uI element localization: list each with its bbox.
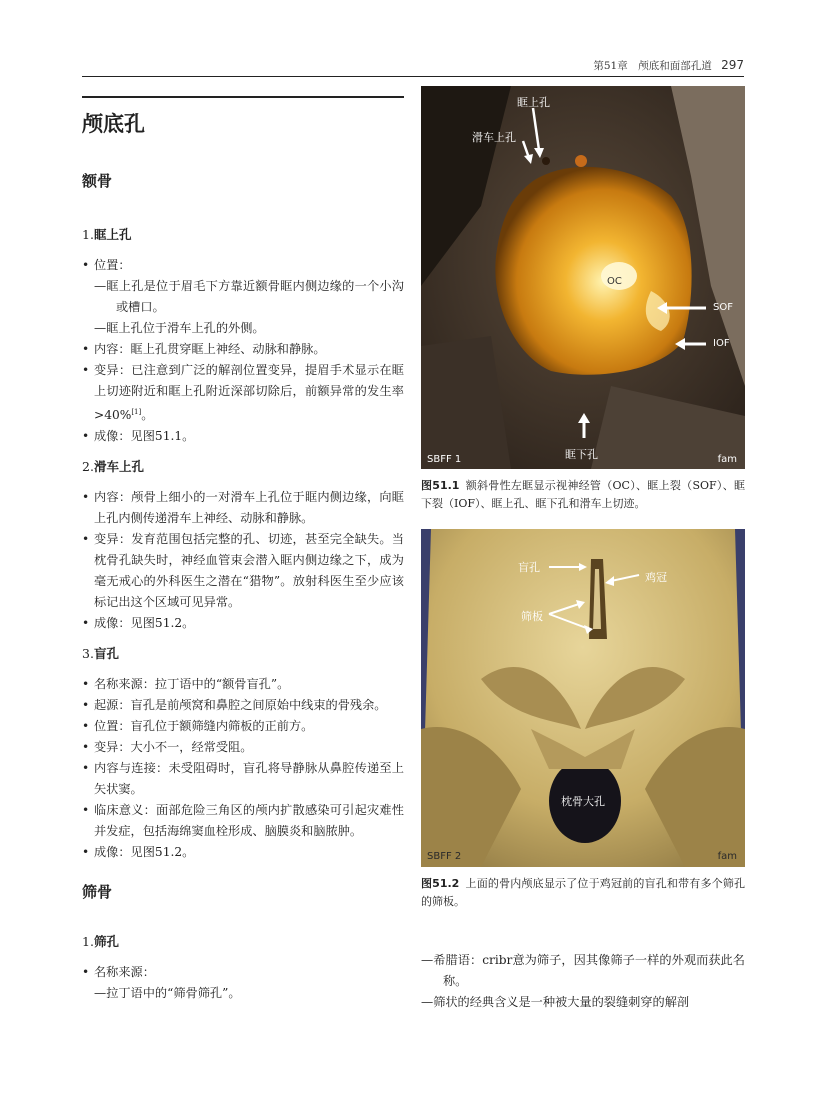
item-title: 盲孔 (93, 646, 119, 662)
list-item (82, 360, 404, 426)
bullet-text: 位置： (94, 258, 131, 272)
list-foramen-cecum (82, 674, 404, 863)
item-number: 1. (82, 934, 94, 950)
list-item: • 起源：盲孔是前颅窝和鼻腔之间原始中线束的骨残余。 (82, 695, 404, 716)
item-heading-supratrochlear (82, 457, 404, 475)
caption-text: 上面的骨内颅底显示了位于鸡冠前的盲孔和带有多个筛孔的筛板。 (421, 877, 745, 908)
list-item: • 名称来源：拉丁语中的“额骨盲孔”。 (82, 674, 404, 695)
subsection-frontal-bone: 额骨 (82, 172, 113, 190)
label-foramen-cecum: 盲孔 (518, 561, 540, 574)
chapter-title: 第51章 颅底和面部孔道 (593, 60, 712, 72)
right-column-text (421, 950, 745, 1013)
caption-text: 额斜骨性左眶显示视神经管（OC）、眶上裂（SOF）、眶下裂（IOF）、眶上孔、眶下孔和滑车上切迹。 (421, 479, 746, 510)
orbit-photo (421, 86, 745, 469)
skull-base-photo (421, 529, 745, 867)
dash-item: —拉丁语中的“筛骨筛孔”。 (94, 986, 241, 1001)
item-number: 1. (82, 227, 94, 242)
bullet-text: 名称来源： (94, 965, 155, 980)
item-heading-foramen-cecum (82, 644, 404, 662)
dash-item: —眶上孔是位于眉毛下方靠近额骨眶内侧边缘的一个小沟或槽口。 (94, 279, 404, 314)
reference-marker: [1] (131, 408, 142, 416)
list-item: • 变异：大小不一，经常受阻。 (82, 737, 404, 758)
item-title: 眶上孔 (93, 227, 132, 242)
list-item: • 成像：见图51.1。 (82, 426, 404, 447)
figure-51-2 (421, 529, 745, 867)
list-item: • 成像：见图51.2。 (82, 613, 404, 634)
label-sof: SOF (713, 302, 733, 313)
item-title: 滑车上孔 (93, 459, 144, 475)
dash-item: —筛状的经典含义是一种被大量的裂缝刺穿的解剖 (421, 995, 690, 1009)
section-title: 颅底孔 (82, 112, 145, 136)
label-supratrochlear-foramen: 滑车上孔 (472, 131, 516, 144)
bullet-text: 。 (141, 408, 154, 423)
list-cribriform (82, 962, 404, 1004)
caption-number: 图51.2 (421, 877, 460, 890)
list-supratrochlear (82, 487, 404, 634)
item-heading-supraorbital (82, 225, 404, 243)
label-optic-canal: OC (607, 276, 622, 287)
list-item: • 成像：见图51.2。 (82, 842, 404, 863)
figure-tag: SBFF 2 (427, 851, 462, 862)
header-rule (82, 76, 744, 77)
label-cribriform-plate: 筛板 (521, 610, 543, 623)
label-infraorbital-foramen: 眶下孔 (565, 448, 598, 461)
dash-item: —希腊语：cribr意为筛子，因其像筛子一样的外观而获此名称。 (421, 953, 745, 988)
item-title: 筛孔 (93, 934, 119, 950)
item-heading-cribriform (82, 932, 404, 950)
label-foramen-magnum: 枕骨大孔 (561, 795, 605, 808)
bullet-text: 变异：已注意到广泛的解剖位置变异，提眉手术显示在眶上切迹附近和眶上孔附近深部切除后，前额异常的发生率>40% (94, 363, 404, 423)
figure-credit: fam (717, 454, 737, 465)
left-column (82, 96, 404, 1014)
label-iof: IOF (713, 338, 730, 349)
figure-51-1-caption (421, 477, 745, 513)
figure-51-1 (421, 86, 745, 469)
dash-item: —眶上孔位于滑车上孔的外侧。 (94, 321, 265, 335)
figure-tag: SBFF 1 (427, 454, 462, 465)
list-item: • 内容与连接：未受阻碍时，盲孔将导静脉从鼻腔传递至上矢状窦。 (82, 758, 404, 800)
item-number: 2. (82, 459, 94, 475)
page-number: 297 (721, 58, 744, 72)
caption-number: 图51.1 (421, 479, 460, 492)
right-column (421, 86, 745, 911)
item-number: 3. (82, 646, 94, 662)
title-rule (82, 96, 404, 98)
label-supraorbital-foramen: 眶上孔 (517, 96, 550, 109)
list-item: • 位置：盲孔位于额筛缝内筛板的正前方。 (82, 716, 404, 737)
list-item: • 内容：颅骨上细小的一对滑车上孔位于眶内侧边缘，向眶上孔内侧传递滑车上神经、动脉和静脉。 (82, 487, 404, 529)
list-item: • 内容：眶上孔贯穿眶上神经、动脉和静脉。 (82, 339, 404, 360)
subsection-ethmoid-bone: 筛骨 (82, 883, 113, 902)
list-item (82, 255, 404, 339)
list-item (82, 962, 404, 1004)
list-item: • 临床意义：面部危险三角区的颅内扩散感染可引起灾难性并发症，包括海绵窦血栓形成、脑膜炎和脑脓肿。 (82, 800, 404, 842)
figure-credit: fam (717, 851, 737, 862)
label-crista-galli: 鸡冠 (645, 571, 667, 584)
list-item: • 变异：发育范围包括完整的孔、切迹，甚至完全缺失。当枕骨孔缺失时，神经血管束会潜入眶内侧边缘之下，成为毫无戒心的外科医生之潜在“猎物”。放射科医生至少应该标记出这个区域可见异常。 (82, 529, 404, 613)
list-supraorbital (82, 255, 404, 447)
figure-51-2-caption (421, 875, 745, 911)
running-head (593, 58, 744, 73)
